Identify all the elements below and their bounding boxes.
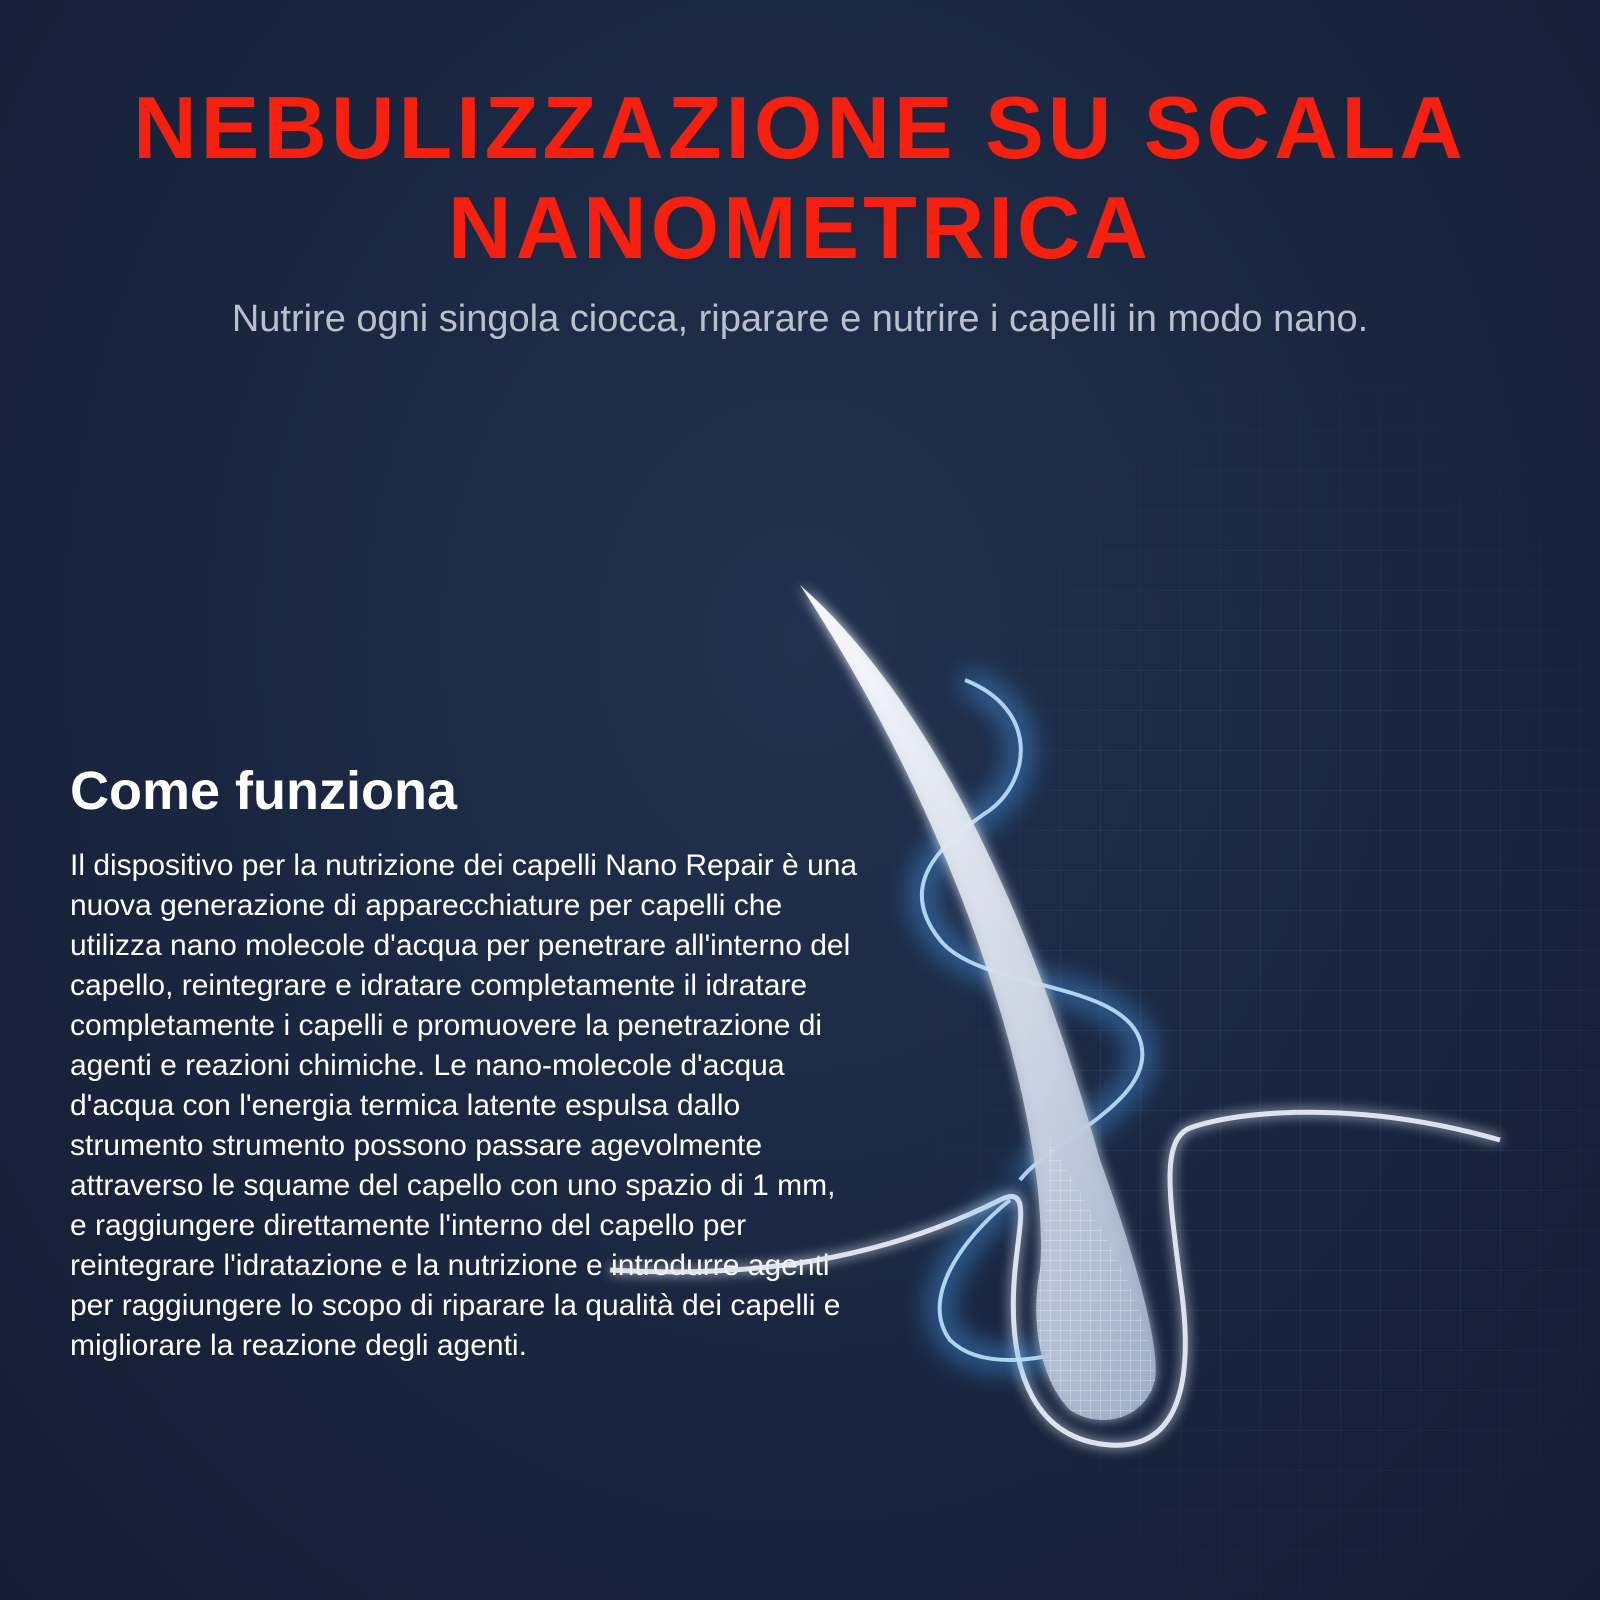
page-subtitle: Nutrire ogni singola ciocca, riparare e nutrire i capelli in modo nano.: [231, 298, 1369, 340]
section-heading: Come funziona: [70, 761, 457, 821]
section-body-text: Il dispositivo per la nutrizione dei capelli Nano Repair è una nuova generazione di apparecchiature per capelli che utilizza nano molecole d'acqua per penetrare all'interno del capello, reintegrare e idratare completamente il idratare completamente i capelli e promuovere la penetrazione di agenti e reazioni chimiche. Le nano-molecole d'acqua d'acqua con l'energia termica latente espulsa dallo strumento strumento possono passare agevolmente attraverso le squame del capello con uno spazio di 1 mm, e raggiungere direttamente l'interno del capello per reintegrare l'idratazione e la nutrizione e introdurre agenti per raggiungere lo scopo di riparare la qualità dei capelli e migliorare la reazione degli agenti.: [70, 849, 858, 1362]
page-title: NEBULIZZAZIONE SU SCALA NANOMETRICA: [133, 78, 1467, 277]
hair-follicle-icon: [600, 580, 1600, 1480]
